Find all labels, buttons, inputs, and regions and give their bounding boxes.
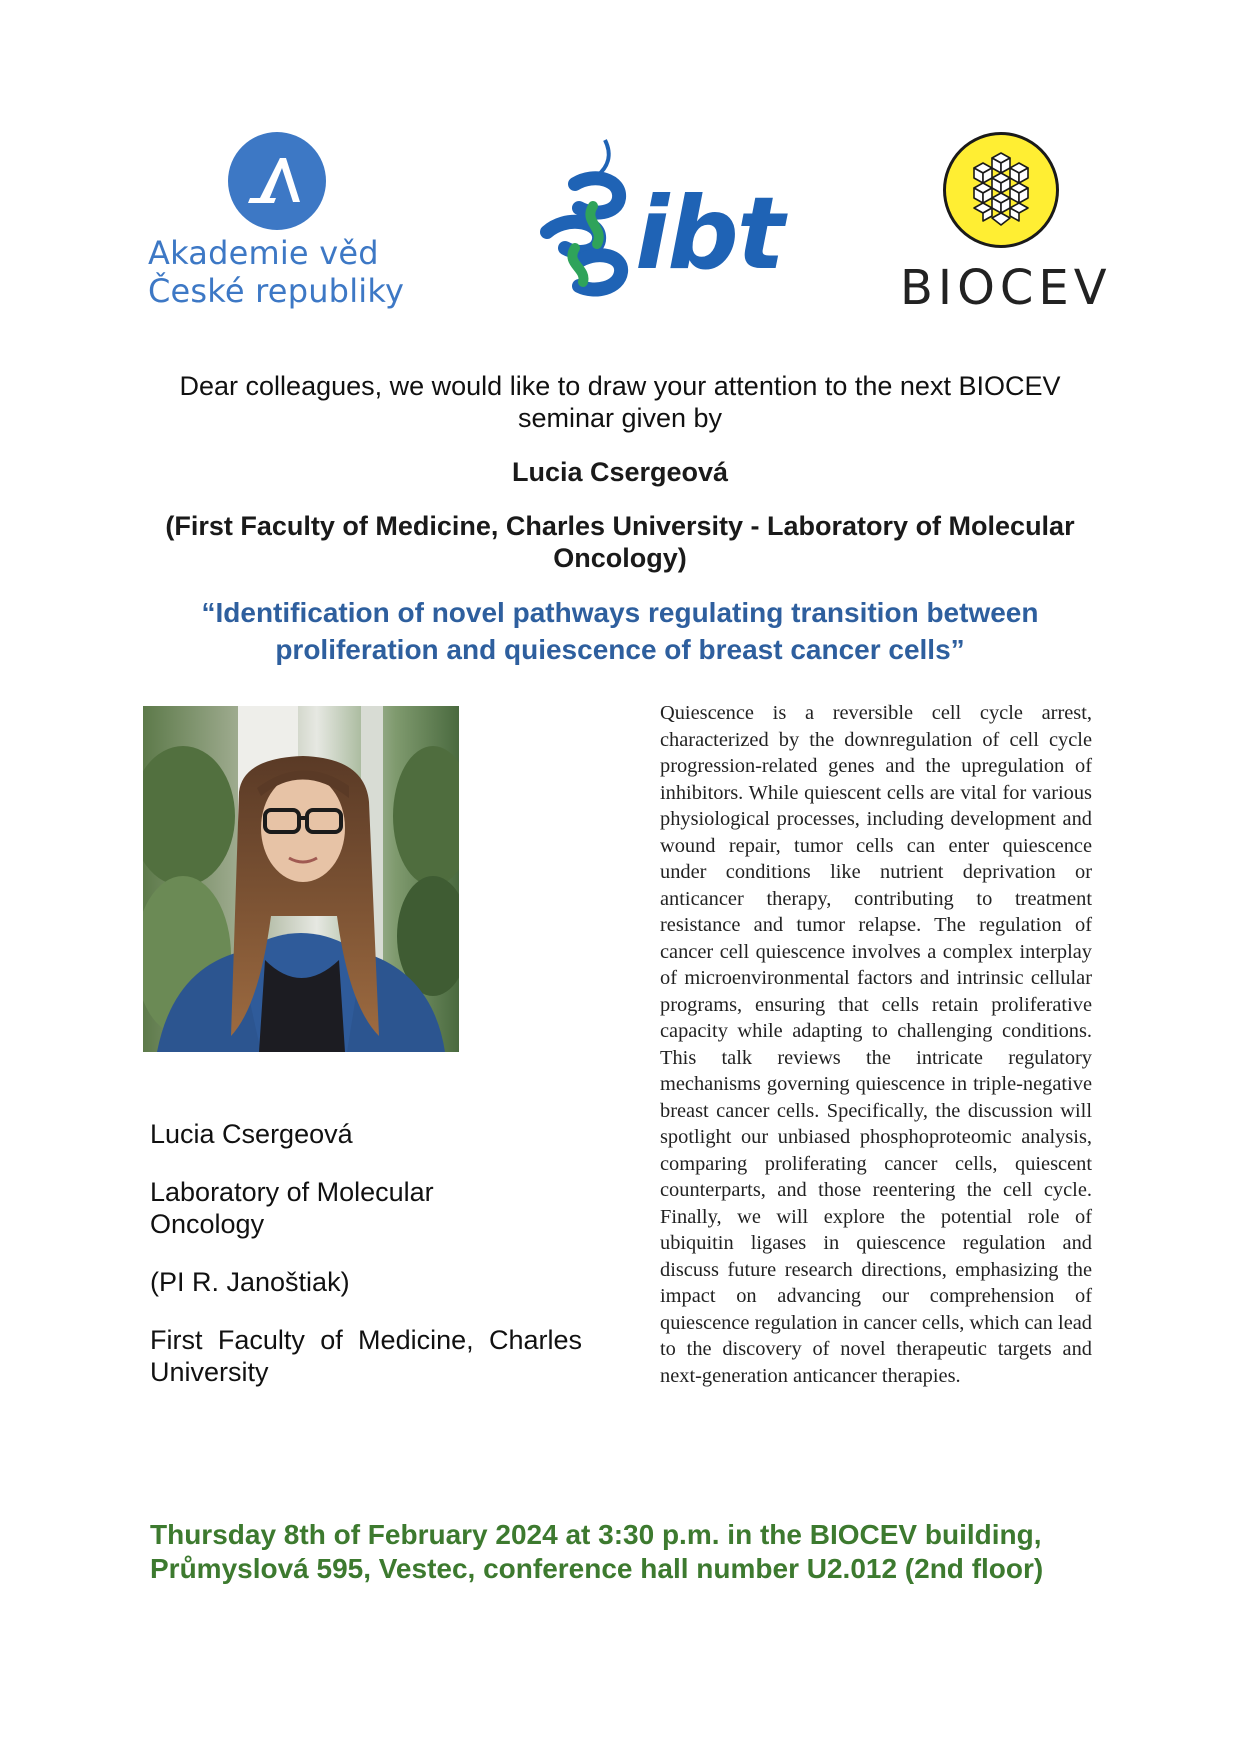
- card-faculty: First Faculty of Medicine, Charles University: [150, 1325, 582, 1387]
- speaker-photo: [143, 706, 459, 1052]
- speaker-name: Lucia Csergeová: [511, 457, 729, 487]
- card-pi: (PI R. Janoštiak): [150, 1267, 350, 1297]
- avcr-name-line1: Akademie věd: [148, 234, 379, 272]
- ibt-logo: [535, 136, 783, 316]
- event-details: [150, 1518, 1110, 1586]
- biocev-wordmark: BIOCEV: [900, 260, 1112, 316]
- seminar-intro: [150, 370, 1090, 668]
- event-line1: Thursday 8th of February 2024 at 3:30 p.m. in the BIOCEV building,: [150, 1519, 1042, 1550]
- avcr-name-line2: České republiky: [148, 272, 405, 310]
- biocev-logo: [900, 132, 1112, 322]
- avcr-name: [148, 234, 408, 310]
- biocev-cube-icon: [943, 132, 1059, 248]
- intro-lead: Dear colleagues, we would like to draw your attention to the next BIOCEV seminar given by: [179, 371, 1061, 433]
- talk-abstract: Quiescence is a reversible cell cycle arrest, characterized by the downregulation of cell cycle progression-related genes and the upregulation of inhibitors. While quiescent cells are vital for various physiological processes, including development and wound repair, tumor cells can enter quiescence under conditions like nutrient deprivation or anticancer therapy, contributing to treatment resistance and tumor relapse. The regulation of cancer cell quiescence involves a complex interplay of microenvironmental factors and intrinsic cellular programs, ensuring that cells retain proliferative capacity while adapting to challenging conditions. This talk reviews the intricate regulatory mechanisms governing quiescence in triple-negative breast cancer cells. Specifically, the discussion will spotlight our unbiased phosphoproteomic analysis, comparing proliferating cancer cells, quiescent counterparts, and those reentering the cell cycle. Finally, we will explore the potential role of ubiquitin ligases in quiescence regulation and discuss future research directions, emphasizing the impact on advancing our comprehension of quiescence regulation in cancer cells, which can lead to the discovery of novel therapeutic targets and next-generation anticancer therapies.: [660, 702, 1092, 1387]
- card-name: Lucia Csergeová: [150, 1119, 353, 1149]
- ibt-wordmark: ibt: [635, 175, 783, 292]
- logo-row: [0, 128, 1242, 318]
- card-lab: Laboratory of Molecular Oncology: [150, 1177, 434, 1239]
- avcr-logo: [148, 128, 408, 318]
- speaker-card: [150, 1118, 582, 1388]
- event-line2: Průmyslová 595, Vestec, conference hall number U2.012 (2nd floor): [150, 1553, 1044, 1584]
- avcr-a-icon: [228, 132, 326, 230]
- talk-title: “Identification of novel pathways regulating transition between proliferation and quiescence of breast cancer cells”: [201, 597, 1039, 665]
- speaker-affiliation: (First Faculty of Medicine, Charles University - Laboratory of Molecular Oncology): [165, 511, 1075, 573]
